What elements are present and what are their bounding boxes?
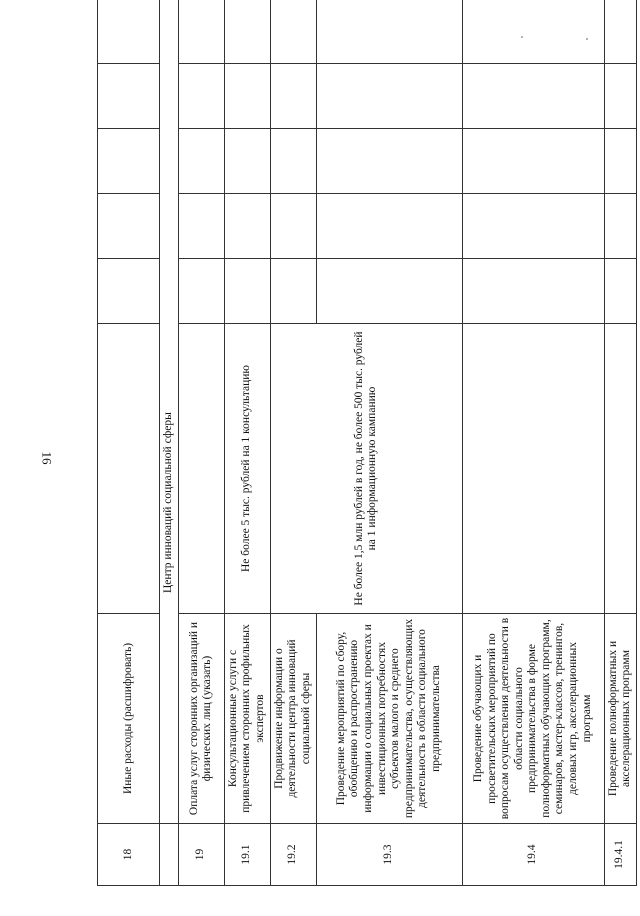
expense-norms-table: [97, 0, 637, 886]
empty-cell: [604, 259, 636, 324]
row-description: Проведение обучающих и просветительских мероприятий по вопросам осуществления деятельности в области социального предпринимательства в форме полноформатных обучающих программ, семинаров, мастер-классов, тренингов, деловых игр, акселерационных программ: [462, 614, 604, 824]
empty-cell: [462, 64, 604, 129]
row-norm: Не более 1,5 млн рублей в год, не более 500 тыс. рублей на 1 информационную кампанию: [270, 324, 462, 614]
row-norm: [98, 324, 160, 614]
table-row: [224, 0, 270, 886]
empty-cell: [316, 194, 462, 259]
empty-cell: [160, 824, 179, 886]
empty-cell: [270, 0, 316, 64]
scan-speck: [521, 36, 523, 38]
row-number: 18: [98, 824, 160, 886]
row-norm: [604, 324, 636, 614]
empty-cell: [604, 0, 636, 64]
empty-cell: [224, 194, 270, 259]
empty-cell: [316, 259, 462, 324]
empty-cell: [270, 259, 316, 324]
row-number: 19.4.1: [604, 824, 636, 886]
empty-cell: [316, 64, 462, 129]
empty-cell: [224, 259, 270, 324]
empty-cell: [98, 194, 160, 259]
table-row: [178, 0, 224, 886]
row-description: Оплата услуг сторонних организаций и физических лиц (указать): [178, 614, 224, 824]
empty-cell: [270, 129, 316, 194]
empty-cell: [178, 129, 224, 194]
row-description: Иные расходы (расшифровать): [98, 614, 160, 824]
empty-cell: [98, 64, 160, 129]
row-description: Продвижение информации о деятельности центра инноваций социальной сферы: [270, 614, 316, 824]
row-description: Проведение полноформатных и акселерационных программ: [604, 614, 636, 824]
empty-cell: [462, 259, 604, 324]
rotated-table-scan: [97, 62, 633, 886]
empty-cell: [178, 0, 224, 64]
section-row: [160, 0, 179, 886]
empty-cell: [98, 129, 160, 194]
empty-cell: [224, 129, 270, 194]
table-row: [604, 0, 636, 886]
empty-cell: [462, 129, 604, 194]
empty-cell: [224, 64, 270, 129]
row-number: 19.2: [270, 824, 316, 886]
section-title: Центр инноваций социальной сферы: [160, 0, 179, 824]
page-number: 16: [39, 451, 55, 465]
row-norm: Не более 5 тыс. рублей на 1 консультацию: [224, 324, 270, 614]
empty-cell: [604, 194, 636, 259]
empty-cell: [316, 0, 462, 64]
row-description: Проведение мероприятий по сбору, обобщению и распространению информации о социальных проектах и инвестиционных потребностях субъектов малого и среднего предпринимательства, осуществляющих деятельность в области социального предпринимательства: [316, 614, 462, 824]
empty-cell: [462, 194, 604, 259]
row-number: 19.3: [316, 824, 462, 886]
empty-cell: [316, 129, 462, 194]
row-number: 19.1: [224, 824, 270, 886]
empty-cell: [178, 259, 224, 324]
row-description: Консультационные услуги с привлечением сторонних профильных экспертов: [224, 614, 270, 824]
row-number: 19.4: [462, 824, 604, 886]
table-row: [270, 0, 316, 886]
empty-cell: [270, 64, 316, 129]
scan-speck: [586, 38, 588, 40]
empty-cell: [462, 0, 604, 64]
empty-cell: [604, 129, 636, 194]
row-number: 19: [178, 824, 224, 886]
table-row: [462, 0, 604, 886]
empty-cell: [98, 0, 160, 64]
row-norm: [462, 324, 604, 614]
row-norm: [178, 324, 224, 614]
table-row: [98, 0, 160, 886]
empty-cell: [98, 259, 160, 324]
empty-cell: [178, 194, 224, 259]
empty-cell: [224, 0, 270, 64]
empty-cell: [178, 64, 224, 129]
empty-cell: [604, 64, 636, 129]
empty-cell: [270, 194, 316, 259]
